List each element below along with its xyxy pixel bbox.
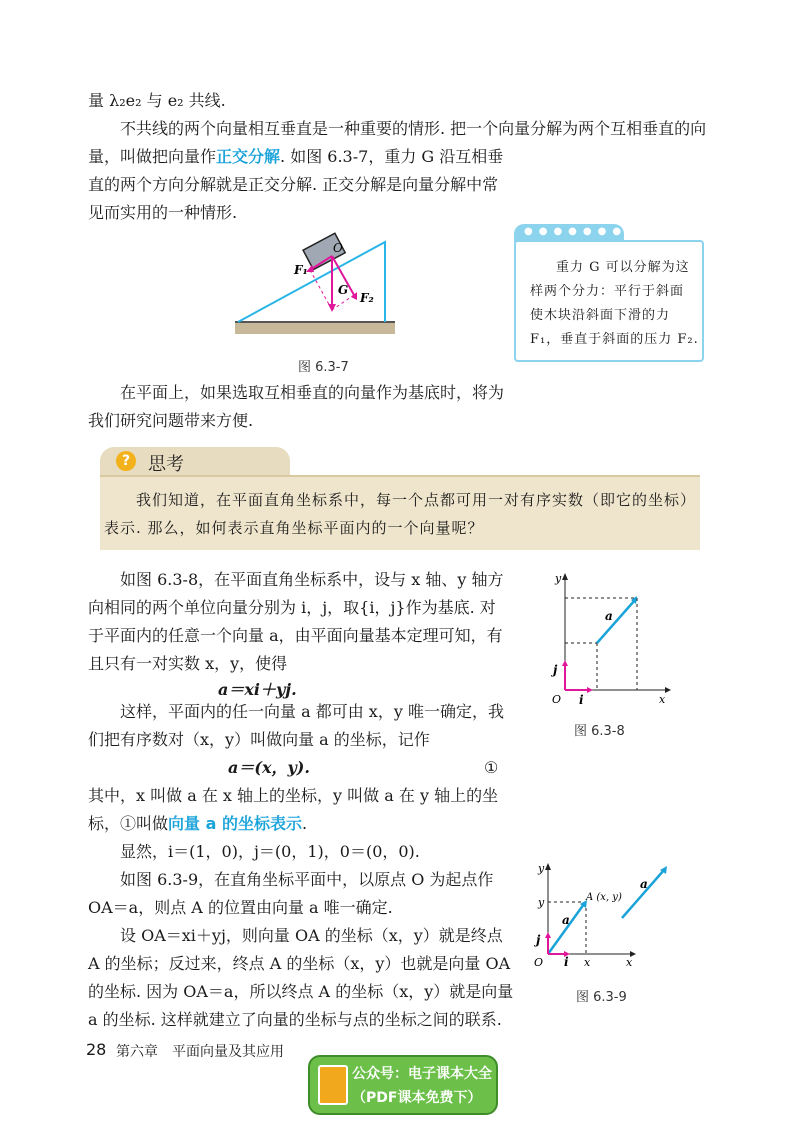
label-i: i [564,955,569,968]
figure-caption: 图 6.3-9 [576,990,627,1005]
text-line: 见而实用的一种情形. [88,203,238,222]
formula-number: ① [484,758,499,777]
figure-position-vector [530,858,680,968]
label-F1: F₁ [294,263,308,277]
think-title: 思考 [148,454,184,475]
text-line: 在平面上，如果选取互相垂直的向量作为基底时，将为 [120,383,505,402]
label-j: j [536,933,541,947]
ground [235,322,395,334]
axis-y-label: y [538,862,545,875]
text-line: 的坐标. 因为 OA＝a，所以终点 A 的坐标（x，y）就是向量 [88,982,514,1001]
text-line: OA＝a，则点 A 的位置由向量 a 唯一确定. [88,898,393,917]
label-j: j [553,663,558,677]
note-dots: ●●●●●●●● [524,226,642,237]
note-line: 重力 G 可以分解为这 [556,260,690,275]
axis-y-label: y [555,572,562,585]
tick-y-label: y [538,896,545,909]
text-segment: . [301,814,308,833]
text-line: 其中，x 叫做 a 在 x 轴上的坐标，y 叫做 a 在 y 轴上的坐 [88,786,499,805]
text-line: 如图 6.3-8，在平面直角坐标系中，设与 x 轴、y 轴方 [120,570,504,589]
label-F2: F₂ [360,291,374,305]
formula: a＝(x，y). [228,758,310,777]
label-G: G [338,283,349,297]
watermark-badge [308,1055,498,1115]
text-line: A 的坐标；反过来，终点 A 的坐标（x，y）也就是向量 OA [88,954,511,973]
vector-a [597,600,635,643]
axis-x-label: x [626,956,633,968]
note-line: 样两个分力：平行于斜面 [530,284,685,299]
text-line: 设 OA＝xi＋yj，则向量 OA 的坐标（x，y）就是终点 [120,926,503,945]
note-line: F₁，垂直于斜面的压力 F₂. [530,332,699,347]
text-line: a 的坐标. 这样就建立了向量的坐标与点的坐标之间的联系. [88,1010,502,1029]
note-line: 使木块沿斜面下滑的力 [530,308,671,323]
figure-incline [230,230,410,340]
text-line: 不共线的两个向量相互垂直是一种重要的情形. 把一个向量分解为两个互相垂直的向 [120,119,707,138]
label-O: O [333,241,343,255]
formula: a＝xi＋yj. [218,680,297,699]
badge-line: 公众号：电子课本大全 [352,1066,492,1082]
text-line: 向相同的两个单位向量分别为 i，j，取{i，j}作为基底. 对 [88,598,496,617]
side-note [514,240,704,362]
text-line: 且只有一对实数 x，y，使得 [88,654,288,673]
think-line: 我们知道，在平面直角坐标系中，每一个点都可用一对有序实数（即它的坐标） [136,491,697,509]
tick-x-label: x [584,956,591,968]
text-line: 直的两个方向分解就是正交分解. 正交分解是向量分解中常 [88,175,499,194]
term-orthogonal-decomposition: 正交分解 [216,147,281,166]
origin-label: O [534,956,544,968]
label-a: a [562,913,570,927]
figure-coordinate-vector [545,570,675,710]
text-line: 于平面内的任意一个向量 a，由平面向量基本定理可知，有 [88,626,503,645]
text-line [88,810,307,838]
label-i: i [579,693,584,707]
chapter-title: 第六章 平面向量及其应用 [116,1044,284,1060]
figure-caption: 图 6.3-8 [574,724,625,739]
page-number: 28 [86,1040,107,1059]
label-a: a [605,609,613,623]
point-A-label: A (x, y) [586,892,622,903]
think-line: 表示. 那么，如何表示直角坐标平面内的一个向量呢？ [104,519,484,537]
text-segment: 量，叫做把向量作 [88,147,217,166]
text-line: 显然，i＝(1，0)，j＝(0，1)，0＝(0，0). [120,842,420,861]
text-line: 如图 6.3-9，在直角坐标平面中，以原点 O 为起点作 [120,870,494,889]
axis-x-label: x [659,693,666,706]
label-a: a [640,877,648,891]
book-icon [318,1065,348,1105]
text-line: 这样，平面内的任一向量 a 都可由 x，y 唯一确定，我 [120,702,504,721]
figure-caption: 图 6.3-7 [298,360,349,375]
origin-label: O [552,693,562,706]
text-segment: 标，①叫做 [88,814,169,833]
text-line: 量 λ₂e₂ 与 e₂ 共线. [88,91,226,110]
term-coordinate-representation: 向量 a 的坐标表示 [168,814,302,833]
text-segment: . 如图 6.3-7，重力 G 沿互相垂 [280,147,504,166]
vector-OA [548,904,584,954]
question-icon: ? [116,451,136,471]
text-line [88,143,503,171]
text-line: 们把有序数对（x，y）叫做向量 a 的坐标，记作 [88,730,430,749]
badge-line: （PDF课本免费下） [352,1090,482,1106]
think-divider [100,475,700,477]
text-line: 我们研究问题带来方便. [88,411,254,430]
